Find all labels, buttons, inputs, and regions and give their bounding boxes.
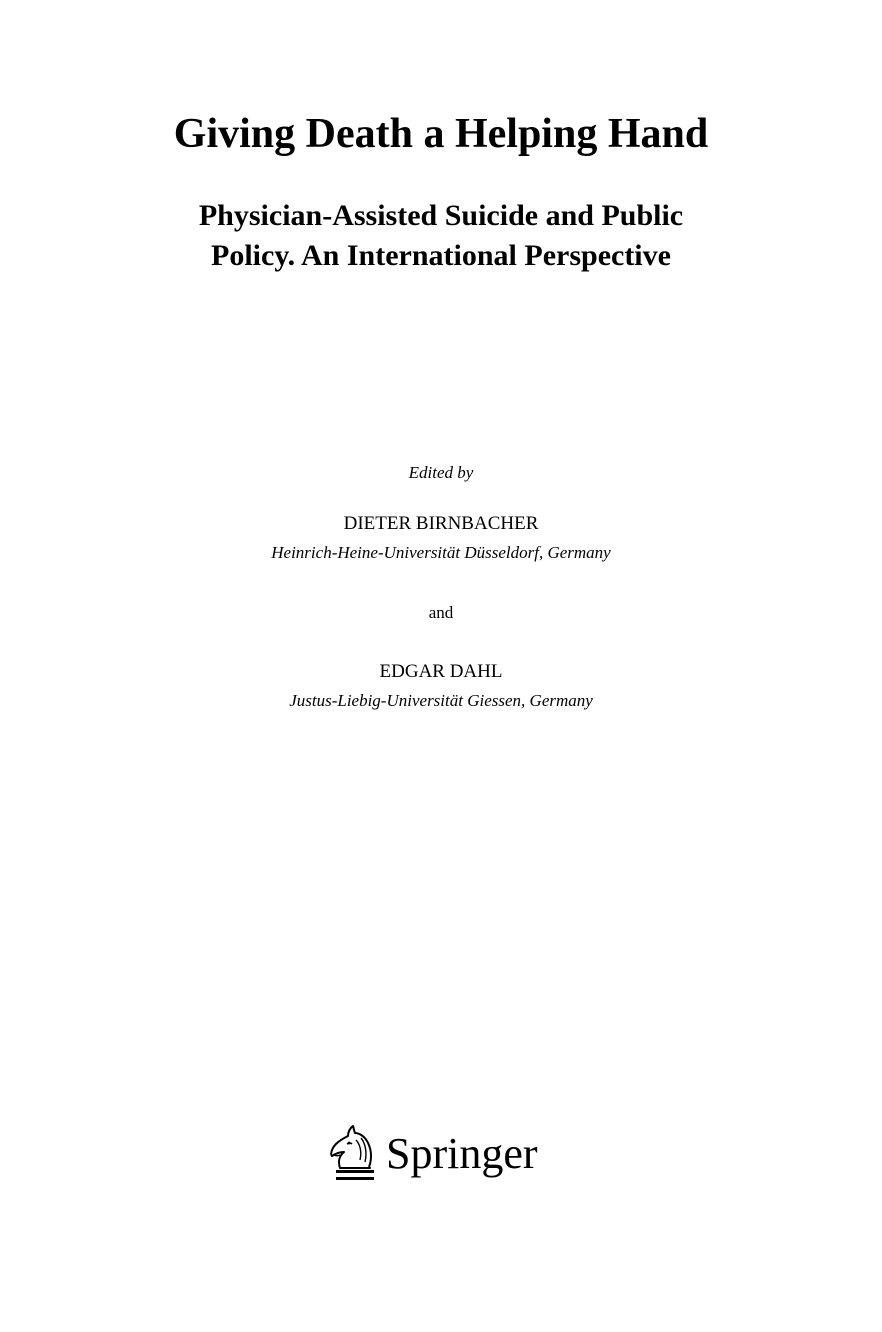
- knight-horse-icon: [326, 1122, 382, 1186]
- publisher-name: Springer: [386, 1129, 538, 1178]
- book-subtitle: [0, 196, 882, 276]
- subtitle-line-2: Policy. An International Perspective: [211, 239, 671, 272]
- editors-conjunction: and: [428, 603, 454, 622]
- editor-1-affiliation: Heinrich-Heine-Universität Düsseldorf, Germany: [271, 543, 611, 562]
- editor-1-name: DIETER BIRNBACHER: [343, 513, 539, 534]
- book-title: Giving Death a Helping Hand: [173, 111, 709, 157]
- editor-2-name: EDGAR DAHL: [379, 661, 503, 682]
- editor-2-affiliation: Justus-Liebig-Universität Giessen, Germany: [289, 691, 593, 710]
- edited-by-label: Edited by: [408, 463, 474, 482]
- publisher-imprint: [326, 1122, 566, 1186]
- subtitle-line-1: Physician-Assisted Suicide and Public: [198, 199, 684, 232]
